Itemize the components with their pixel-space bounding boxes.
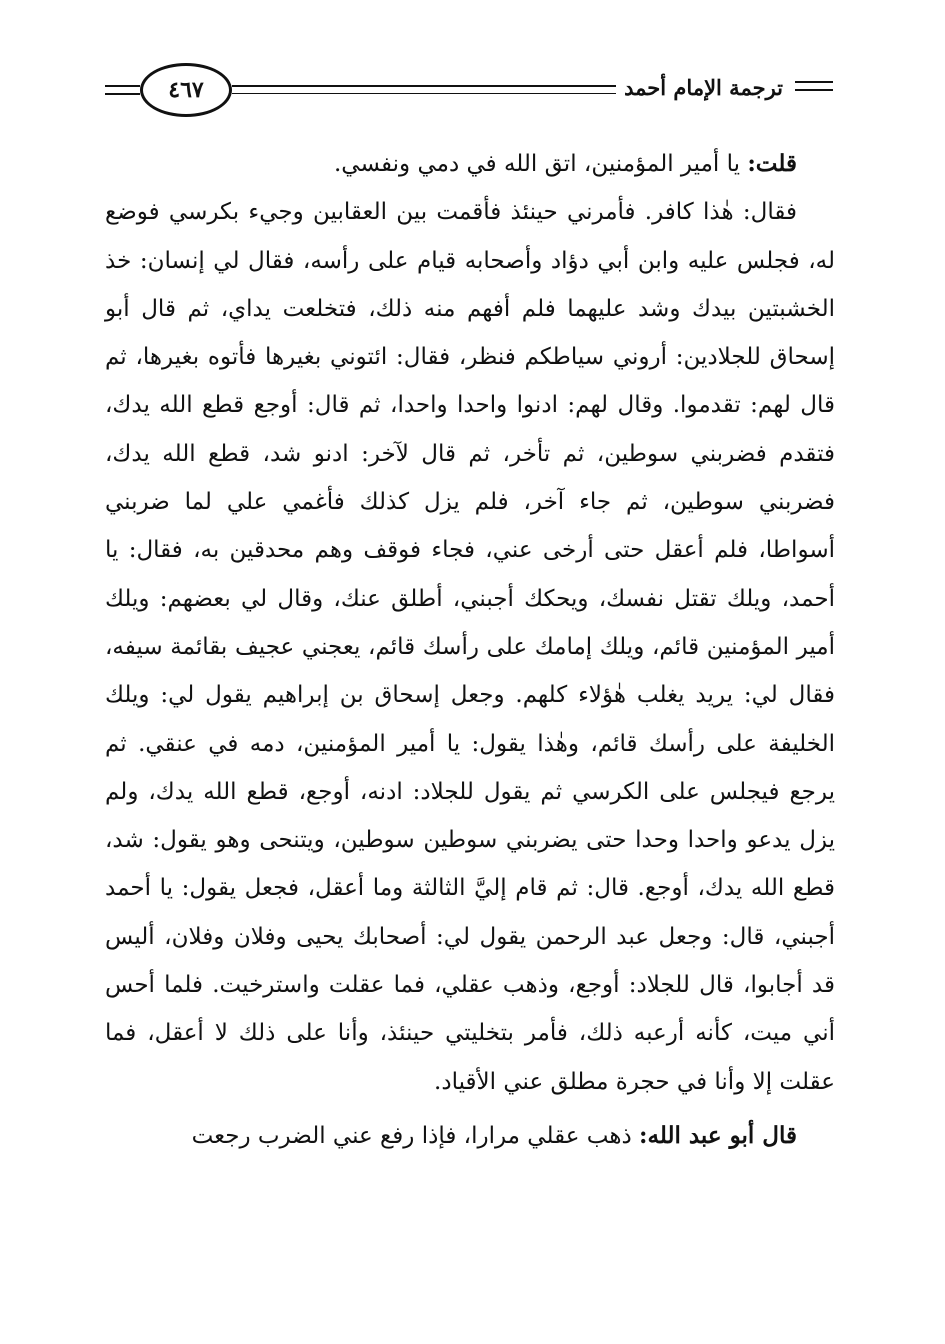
page-number-text: ٤٦٧ bbox=[168, 77, 204, 103]
paragraph-1 bbox=[105, 140, 835, 188]
title-dash-ornament bbox=[795, 81, 833, 91]
paragraph-3 bbox=[105, 1112, 835, 1160]
header-rule-left-bottom bbox=[105, 93, 140, 95]
paragraph-2 bbox=[105, 188, 835, 1106]
header-rule-middle-bottom bbox=[232, 93, 652, 94]
paragraph-2-text: فقال: هٰذا كافر. فأمرني حينئذ فأقمت بين العقابين وجيء بكرسي فوضع له، فجلس عليه وابن أبي دؤاد وأصحابه قيام على رأسه، فقال لي إنسان: خذ الخشبتين بيدك وشد عليهما فلم أفهم منه ذلك، فتخلعت يداي، ثم قال أبو إسحاق للجلادين: أروني سياطكم فنظر، فقال: ائتوني بغيرها فأتوه بغيرها، ثم قال لهم: تقدموا. وقال لهم: ادنوا واحدا واحدا، ثم قال: أوجع قطع الله يدك، فتقدم فضربني سوطين، ثم تأخر، ثم قال لآخر: ادنو شد، قطع الله يدك، فضربني سوطين، ثم جاء آخر، فلم يزل كذلك فأغمي علي لما ضربني أسواطا، فلم أعقل حتى أرخى عني، فجاء فوقف وهم محدقين به، فقال: يا أحمد، ويلك تقتل نفسك، ويحكك أجبني، أطلق عنك، وقال لي بعضهم: ويلك أمير المؤمنين قائم، ويلك إمامك على رأسك قائم، يعجني عجيف بقائمة سيفه، فقال لي: يريد يغلب هٰؤلاء كلهم. وجعل إسحاق بن إبراهيم يقول لي: ويلك الخليفة على رأسك قائم، وهٰذا يقول: يا أمير المؤمنين، دمه في عنقي. ثم يرجع فيجلس على الكرسي ثم يقول للجلاد: ادنه، أوجع، قطع الله يدك، ولم يزل يدعو واحدا وحدا حتى يضربني سوطين سوطين، ويتنحى وهو يقول: شد، قطع الله يدك، أوجع. قال: ثم قام إليَّ الثالثة وما أعقل، فجعل يقول: يا أحمد أجبني، قال: وجعل عبد الرحمن يقول لي: أصحابك يحيى وفلان وفلان، أليس قد أجابوا، قال للجلاد: أوجع، وذهب عقلي، فما عقلت واسترخيت. فلما أحس أني ميت، كأنه أرعبه ذلك، فأمر بتخليتي حينئذ، وأنا على ذلك لا أعقل، فما عقلت إلا وأنا في حجرة مطلق عني الأقياد. bbox=[105, 199, 835, 1095]
running-title: ترجمة الإمام أحمد bbox=[616, 75, 791, 100]
header-rule-left-top bbox=[105, 85, 140, 87]
paragraph-3-lead: قال أبو عبد الله: bbox=[639, 1121, 797, 1149]
body-text bbox=[105, 140, 835, 1160]
page-header bbox=[105, 60, 833, 122]
header-rule-middle-top bbox=[232, 85, 652, 87]
paragraph-1-lead: قلت: bbox=[747, 150, 797, 177]
paragraph-3-text: ذهب عقلي مرارا، فإذا رفع عني الضرب رجعت bbox=[191, 1122, 640, 1149]
page-number bbox=[140, 63, 232, 117]
paragraph-1-text: يا أمير المؤمنين، اتق الله في دمي ونفسي. bbox=[334, 151, 748, 177]
